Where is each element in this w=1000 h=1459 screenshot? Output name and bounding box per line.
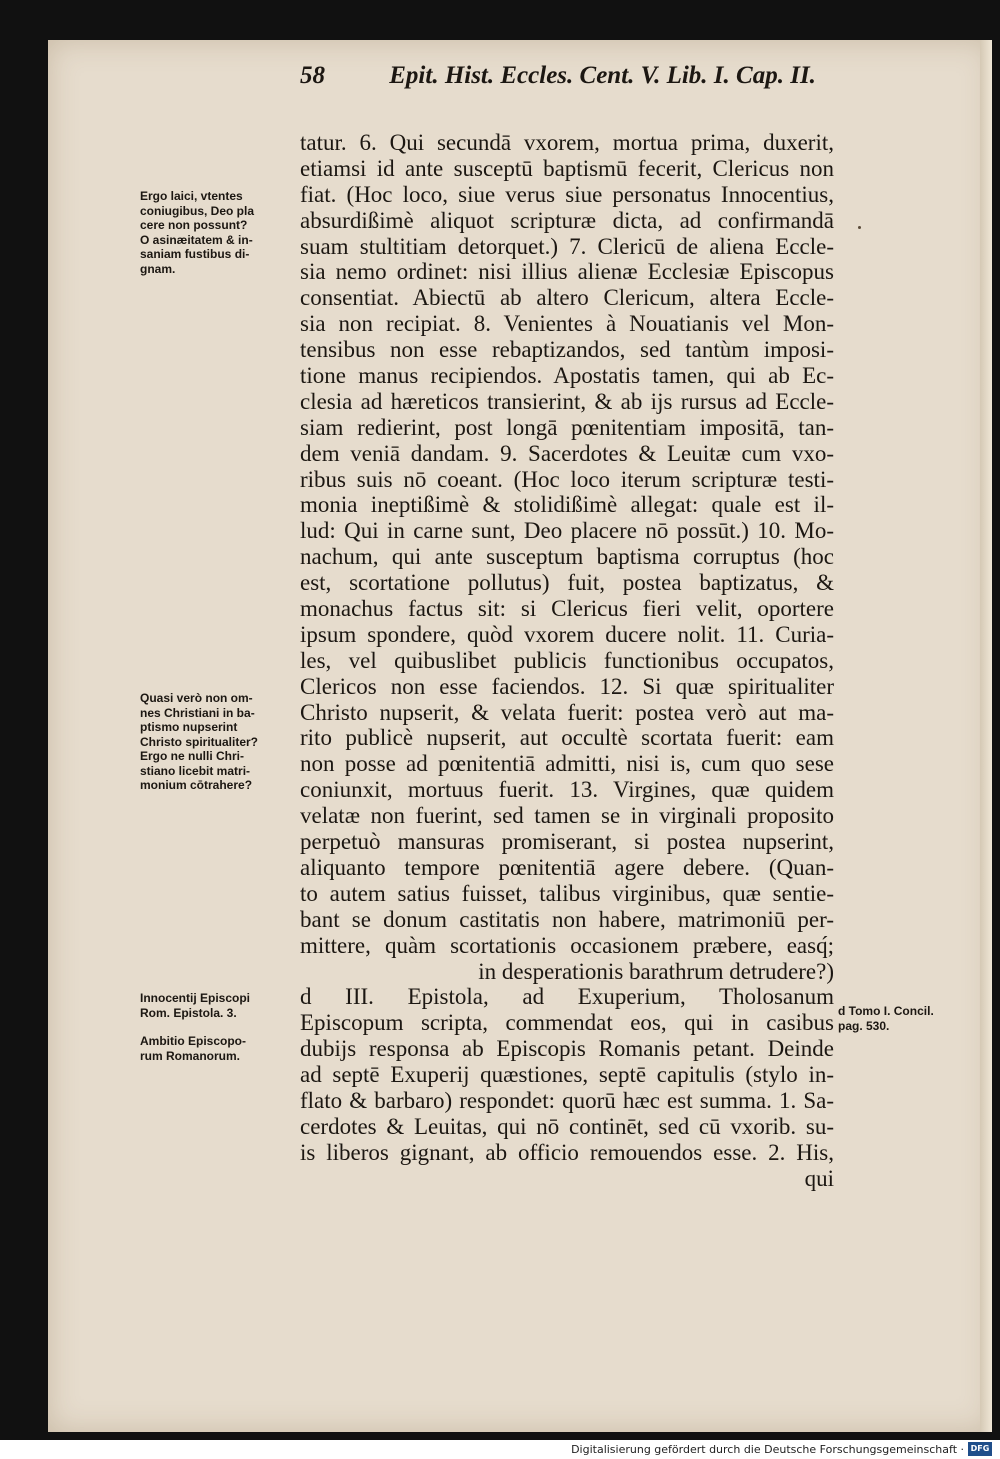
margin-note-laici [140, 189, 292, 276]
text-line: tatur. 6. Qui secundā vxorem, mortua prima, duxerit, [300, 130, 834, 155]
text-line: aliquanto tempore pœnitentiā agere debere. (Quan- [300, 854, 834, 880]
text-line: qui [804, 1165, 834, 1191]
text-line: ad septē Exuperij quæstiones, septē capitulis (stylo in- [300, 1062, 834, 1088]
text-line: les, vel quibuslibet publicis functionibus occupatos, [300, 647, 834, 673]
text-line: mittere, quàm scortationis occasionem præbere, easq́; [300, 932, 834, 958]
margin-note-line: rum Romanorum. [140, 1048, 241, 1063]
text-line: sia non recipiat. 8. Venientes à Nouatianis vel Mon- [300, 311, 834, 337]
text-line: monachus factus sit: si Clericus fieri velit, oportere [300, 596, 834, 622]
text-line: Episcopum scripta, commendat eos, qui in casibus [300, 1010, 834, 1036]
margin-note-line: Rom. Epistola. 3. [140, 1005, 237, 1020]
text-line: cerdotes & Leuitas, qui nō continēt, sed cū vxorib. su- [300, 1113, 834, 1139]
margin-note-line: nes Christiani in ba- [140, 705, 255, 720]
text-line: to autem satius fuisset, talibus virginibus, quæ sentie- [300, 880, 834, 906]
text-line: etiamsi id ante susceptū baptismū fecerit, Clericus non [300, 155, 834, 181]
margin-note-line: gnam. [140, 261, 176, 276]
margin-note-line: Christo spiritualiter? [140, 734, 259, 749]
text-line: bant se donum castitatis non habere, matrimoniū per- [300, 906, 834, 932]
text-line: dem veniā dandam. 9. Sacerdotes & Leuitæ cum vxo- [300, 440, 834, 466]
running-header [300, 62, 830, 90]
margin-note-line: coniugibus, Deo pla [140, 203, 255, 218]
text-line: fiat. (Hoc loco, siue verus siue personatus Innocentius, [300, 181, 834, 207]
text-line: lud: Qui in carne sunt, Deo placere nō possūt.) 10. Mo- [300, 518, 834, 544]
text-line: coniunxit, mortuus fuerit. 13. Virgines, quæ quidem [300, 777, 834, 803]
margin-note-line: stiano licebit matri- [140, 763, 251, 778]
footer-text: Digitalisierung gefördert durch die Deutsche Forschungsgemeinschaft · [571, 1443, 964, 1456]
margin-note-spiritualiter [140, 691, 292, 793]
margin-note-ambitio [140, 1034, 292, 1063]
text-line: absurdißimè aliquot scripturæ dicta, ad confirmandā [300, 207, 834, 233]
margin-note-line: Innocentij Episcopi [140, 991, 251, 1005]
text-line: consentiat. Abiectū ab altero Clericum, altera Eccle- [300, 285, 834, 311]
text-line: dubijs responsa ab Episcopis Romanis petant. Deinde [300, 1036, 834, 1062]
text-line: nachum, qui ante susceptum baptisma corruptus (hoc [300, 544, 834, 570]
text-line: ribus suis nō coeant. (Hoc loco iterum scripturæ testi- [300, 466, 834, 492]
text-line: tensibus non esse rebaptizandos, sed tantùm imposi- [300, 337, 834, 363]
page-edge [980, 40, 992, 1432]
text-line: Christo nupserit, & velata fuerit: postea verò aut ma- [300, 699, 834, 725]
text-line: clesia ad hæreticos transierint, & ab ijs rursus ad Eccle- [300, 388, 834, 414]
text-line: perpetuò mansuras promiserant, si postea nupserint, [300, 829, 834, 855]
text-line: tione manus recipiendos. Apostatis tamen, qui ab Ec- [300, 363, 834, 389]
text-line: monia ineptißimè & stolidißimè allegat: quale est il- [300, 492, 834, 518]
page-number: 58 [300, 62, 325, 89]
running-title: Epit. Hist. Eccles. Cent. V. Lib. I. Cap. II. [389, 62, 816, 89]
margin-note-line: O asinæitatem & in- [140, 232, 253, 247]
digitization-footer [0, 1440, 1000, 1459]
margin-note-innocentius-epistola [140, 991, 292, 1020]
margin-note-line: saniam fustibus di- [140, 247, 250, 261]
margin-note-line: monium cōtrahere? [140, 778, 253, 792]
margin-note-line: ptismo nupserint [140, 720, 238, 734]
text-line: is liberos gignant, ab officio remouendos esse. 2. His, [300, 1139, 834, 1165]
paper-speck [858, 226, 861, 229]
text-line: flato & barbaro) respondet: quorū hæc est summa. 1. Sa- [300, 1087, 834, 1113]
text-line: Clericos non esse faciendos. 12. Si quæ spiritualiter [300, 673, 834, 699]
margin-note-line: Quasi verò non om- [140, 691, 253, 705]
text-line: est, scortatione pollutus) fuit, postea baptizatus, & [300, 570, 834, 596]
text-line: ipsum spondere, quòd vxorem ducere nolit. 11. Curia- [300, 621, 834, 647]
main-text [300, 130, 834, 1192]
text-line: siam redierint, post longā pœnitentiam impositā, tan- [300, 414, 834, 440]
margin-note-line: pag. 530. [838, 1018, 890, 1033]
margin-note-line: Ambitio Episcopo- [140, 1034, 246, 1048]
margin-note-line: Ergo laici, vtentes [140, 189, 243, 203]
text-line: sia nemo ordinet: nisi illius alienæ Ecclesiæ Episcopus [300, 259, 834, 285]
margin-note-line: cere non possunt? [140, 218, 248, 232]
margin-note-tomo-concil [838, 1004, 988, 1033]
text-line: rito publicè nupserit, aut occultè scortata fuerit: eam [300, 725, 834, 751]
text-line: in desperationis barathrum detrudere?) [478, 958, 834, 984]
margin-note-line: d Tomo I. Concil. [838, 1004, 934, 1018]
text-line: suam stultitiam detorquet.) 7. Clericū de aliena Eccle- [300, 233, 834, 259]
text-line: d III. Epistola, ad Exuperium, Tholosanum [300, 984, 834, 1010]
text-line: non posse ad pœnitentiā admitti, nisi is, cum quo sese [300, 751, 834, 777]
dfg-logo: DFG [968, 1442, 992, 1456]
text-line: velatæ non fuerint, sed tamen se in virginali proposito [300, 803, 834, 829]
margin-note-line: Ergo ne nulli Chri- [140, 749, 244, 763]
